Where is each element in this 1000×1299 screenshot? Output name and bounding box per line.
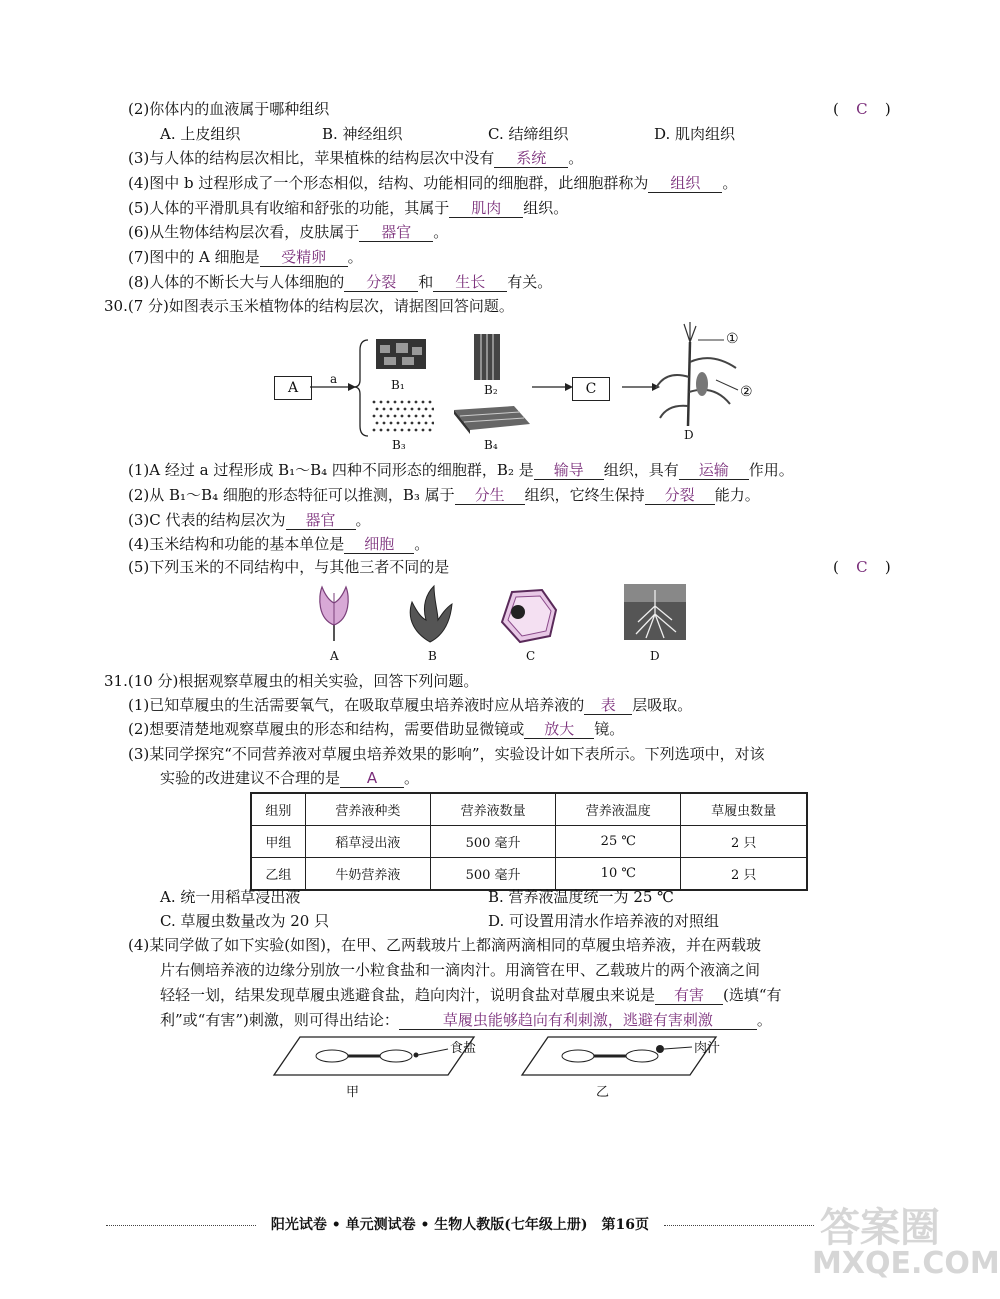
b3-dot [408, 401, 411, 404]
answer-blank: 分生 [455, 486, 525, 505]
b3-dot [390, 408, 393, 411]
slide-label-juice: 肉汁 [694, 1041, 721, 1056]
b3-dot [408, 429, 411, 432]
answer-blank: 草履虫能够趋向有利刺激，逃避有害刺激 [399, 1011, 757, 1030]
leaf-cluster-illustration [404, 584, 454, 644]
q31-title: 31.(10 分)根据观察草履虫的相关实验，回答下列问题。 [104, 672, 479, 690]
text: 组织。 [523, 199, 569, 217]
b3-dot [415, 415, 418, 418]
b3-dot [418, 422, 421, 425]
q29-line-8 [128, 272, 552, 292]
b3-dot [411, 422, 414, 425]
slide-label-yi: 乙 [596, 1085, 610, 1100]
text: 组织，它终生保持 [524, 486, 645, 504]
b3-dot [429, 415, 432, 418]
q31-line-4e [160, 1010, 772, 1030]
b3-dot [380, 415, 383, 418]
text: 。 [722, 174, 738, 192]
table-row [251, 858, 807, 891]
watermark-logo: 答案圈 [820, 1205, 940, 1251]
q30-line-5: (5)下列玉米的不同结构中，与其他三者不同的是 [128, 558, 450, 576]
b3-dot [425, 408, 428, 411]
text: (3)与人体的结构层次相比，苹果植株的结构层次中没有 [128, 149, 495, 167]
table-cell: 稻草浸出液 [305, 826, 430, 858]
pic-label-c: C [526, 649, 536, 663]
b3-dot [401, 401, 404, 404]
label-b1: B₁ [391, 378, 405, 392]
table-header: 组别 [251, 793, 305, 826]
footer-text: 阳光试卷 • 单元测试卷 • 生物人教版(七年级上册) 第16页 [270, 1217, 649, 1233]
b3-dots-illustration [370, 398, 434, 436]
b2-tissue-illustration [472, 332, 502, 382]
b3-dot [401, 415, 404, 418]
q29-line-4 [128, 173, 737, 193]
text: (5)人体的平滑肌具有收缩和舒张的功能，其属于 [128, 199, 450, 217]
q30-line-1 [128, 460, 794, 480]
q31-line-2 [128, 719, 624, 739]
q31-line-4a: (4)某同学做了如下实验(如图)，在甲、乙两载玻片上都滴两滴相同的草履虫培养液，并在两载玻 [128, 936, 761, 954]
flower-illustration [312, 583, 356, 645]
table-header-row [251, 793, 807, 826]
answer-blank: 有害 [655, 986, 723, 1005]
q31-option-a: A. 统一用稻草浸出液 [160, 888, 301, 906]
b3-dot [390, 422, 393, 425]
b3-dot [408, 415, 411, 418]
table-cell: 牛奶营养液 [305, 858, 430, 891]
text: 轻轻一划，结果发现草履虫逃避食盐，趋向肉汁，说明食盐对草履虫来说是 [160, 986, 656, 1004]
q29-line-2: (2)你体内的血液属于哪种组织 [128, 100, 330, 118]
text: (2)想要清楚地观察草履虫的形态和结构，需要借助显微镜或 [128, 720, 525, 738]
table-cell: 500 毫升 [431, 858, 556, 891]
label-b2: B₂ [484, 383, 498, 397]
b3-dot [394, 401, 397, 404]
answer-blank: 放大 [524, 720, 594, 739]
text: (7)图中的 A 细胞是 [128, 248, 260, 266]
b3-dot [383, 408, 386, 411]
answer-blank: 生长 [433, 273, 507, 292]
b3-dot [422, 415, 425, 418]
corn-plant-illustration [652, 322, 762, 430]
b3-dot [429, 429, 432, 432]
footer-dots-right [664, 1225, 814, 1226]
text: (6)从生物体结构层次看，皮肤属于 [128, 223, 360, 241]
table-row [251, 826, 807, 858]
b3-dot [404, 422, 407, 425]
table-header: 草履虫数量 [681, 793, 807, 826]
b3-dot [404, 408, 407, 411]
text: 和 [418, 273, 434, 291]
b4-layer-illustration [450, 400, 534, 436]
table-cell: 2 只 [681, 826, 807, 858]
text: 利”或“有害”)刺激，则可得出结论： [160, 1011, 399, 1029]
label-circle-1: ① [726, 331, 739, 347]
answer-blank: 组织 [648, 174, 722, 193]
table-header: 营养液温度 [556, 793, 681, 826]
label-b4: B₄ [484, 438, 498, 452]
q29-answer-paren: ( C ) [833, 100, 891, 118]
b3-dot [411, 408, 414, 411]
q31-option-c: C. 草履虫数量改为 20 只 [160, 912, 330, 930]
slide-yi-illustration [520, 1035, 720, 1077]
text: 。 [347, 248, 363, 266]
table-cell: 乙组 [251, 858, 305, 891]
b3-dot [394, 415, 397, 418]
q30-title: 30.(7 分)如图表示玉米植物体的结构层次，请据图回答问题。 [104, 297, 514, 315]
answer-blank: 输导 [534, 461, 604, 480]
text: 作用。 [748, 461, 794, 479]
pic-label-d: D [650, 649, 660, 663]
q31-line-4c [160, 985, 782, 1005]
text: 。 [404, 769, 420, 787]
q29-option-d: D. 肌肉组织 [654, 125, 736, 143]
label-b3: B₃ [392, 438, 406, 452]
answer-blank: 运输 [679, 461, 749, 480]
b3-dot [387, 415, 390, 418]
q29-option-c: C. 结缔组织 [488, 125, 569, 143]
experiment-table [250, 792, 808, 891]
q31-option-b: B. 营养液温度统一为 25 ℃ [488, 888, 674, 906]
b3-dot [380, 429, 383, 432]
pic-label-a: A [330, 649, 339, 663]
footer-dots-left [106, 1225, 256, 1226]
q30-line-2 [128, 485, 760, 505]
pic-label-b: B [428, 649, 437, 663]
answer-blank: 受精卵 [260, 248, 348, 267]
answer-blank: 细胞 [344, 535, 414, 554]
answer-blank: 分裂 [645, 486, 715, 505]
text: (选填“有 [723, 986, 782, 1004]
q29-option-a: A. 上皮组织 [160, 125, 241, 143]
b3-dot [422, 401, 425, 404]
q29-option-b: B. 神经组织 [322, 125, 403, 143]
text: (2)从 B₁～B₄ 细胞的形态特征可以推测，B₃ 属于 [128, 486, 455, 504]
answer-blank: 系统 [494, 149, 568, 168]
watermark-url: MXQE.COM [812, 1246, 1000, 1281]
q29-line-6 [128, 222, 448, 242]
text: (8)人体的不断长大与人体细胞的 [128, 273, 345, 291]
b3-dot [415, 429, 418, 432]
b3-dot [376, 422, 379, 425]
b3-dot [387, 401, 390, 404]
text: 。 [568, 149, 584, 167]
answer-blank: 分裂 [344, 273, 418, 292]
q29-line-7 [128, 247, 363, 267]
q31-line-1 [128, 695, 692, 715]
b3-dot [418, 408, 421, 411]
text: (1)已知草履虫的生活需要氧气，在吸取草履虫培养液时应从培养液的 [128, 696, 585, 714]
text: 层吸取。 [632, 696, 693, 714]
table-cell: 10 ℃ [556, 858, 681, 891]
b1-cells-illustration [374, 335, 430, 375]
b3-dot [373, 429, 376, 432]
diagram-box-a: A [274, 376, 312, 400]
text: 。 [756, 1011, 772, 1029]
table-header: 营养液种类 [305, 793, 430, 826]
b3-dot [394, 429, 397, 432]
text: 。 [355, 511, 371, 529]
table-cell: 500 毫升 [431, 826, 556, 858]
text: 实验的改进建议不合理的是 [160, 769, 341, 787]
q31-line-4b: 片右侧培养液的边缘分别放一小粒食盐和一滴肉汁。用滴管在甲、乙载玻片的两个液滴之间 [160, 961, 761, 979]
b3-dot [373, 415, 376, 418]
text: (1)A 经过 a 过程形成 B₁～B₄ 四种不同形态的细胞群，B₂ 是 [128, 461, 534, 479]
label-circle-2: ② [740, 384, 753, 400]
b3-dot [383, 422, 386, 425]
slide-label-salt: 食盐 [450, 1041, 477, 1056]
table-header: 营养液数量 [431, 793, 556, 826]
table-cell: 25 ℃ [556, 826, 681, 858]
diagram-box-c: C [572, 377, 610, 401]
text: 。 [414, 535, 430, 553]
q30-line-4 [128, 534, 429, 554]
text: 组织，具有 [603, 461, 679, 479]
b3-dot [432, 422, 434, 425]
answer-blank: 器官 [286, 511, 356, 530]
q29-line-3 [128, 148, 583, 168]
text: 。 [433, 223, 449, 241]
b3-dot [387, 429, 390, 432]
table-cell: 2 只 [681, 858, 807, 891]
b3-dot [397, 408, 400, 411]
text: 镜。 [594, 720, 625, 738]
root-illustration [624, 584, 686, 640]
answer-blank: 肌肉 [449, 199, 523, 218]
answer-blank: A [340, 769, 404, 788]
q29-line-5 [128, 198, 568, 218]
answer-blank: 表 [584, 696, 632, 715]
text: (3)C 代表的结构层次为 [128, 511, 286, 529]
q31-option-d: D. 可设置用清水作培养液的对照组 [488, 912, 720, 930]
text: (4)玉米结构和功能的基本单位是 [128, 535, 345, 553]
text: (4)图中 b 过程形成了一个形态相似，结构、功能相同的细胞群，此细胞群称为 [128, 174, 649, 192]
b3-dot [415, 401, 418, 404]
b3-dot [432, 408, 434, 411]
b3-dot [429, 401, 432, 404]
cell-illustration [498, 588, 558, 644]
b3-dot [422, 429, 425, 432]
b3-dot [397, 422, 400, 425]
b3-dot [380, 401, 383, 404]
b3-dot [425, 422, 428, 425]
arrow-label-a: a [330, 372, 338, 386]
b3-dot [376, 408, 379, 411]
table-cell: 甲组 [251, 826, 305, 858]
q31-line-3b [160, 768, 419, 788]
q30-line-3 [128, 510, 371, 530]
b3-dot [401, 429, 404, 432]
answer-blank: 器官 [359, 223, 433, 242]
slide-label-jia: 甲 [346, 1085, 360, 1100]
text: 有关。 [507, 273, 553, 291]
b3-dot [373, 401, 376, 404]
q30-answer-paren: ( C ) [833, 558, 891, 576]
q31-line-3a: (3)某同学探究“不同营养液对草履虫培养效果的影响”，实验设计如下表所示。下列选项中，对该 [128, 745, 765, 763]
text: 能力。 [714, 486, 760, 504]
label-d: D [684, 428, 694, 442]
